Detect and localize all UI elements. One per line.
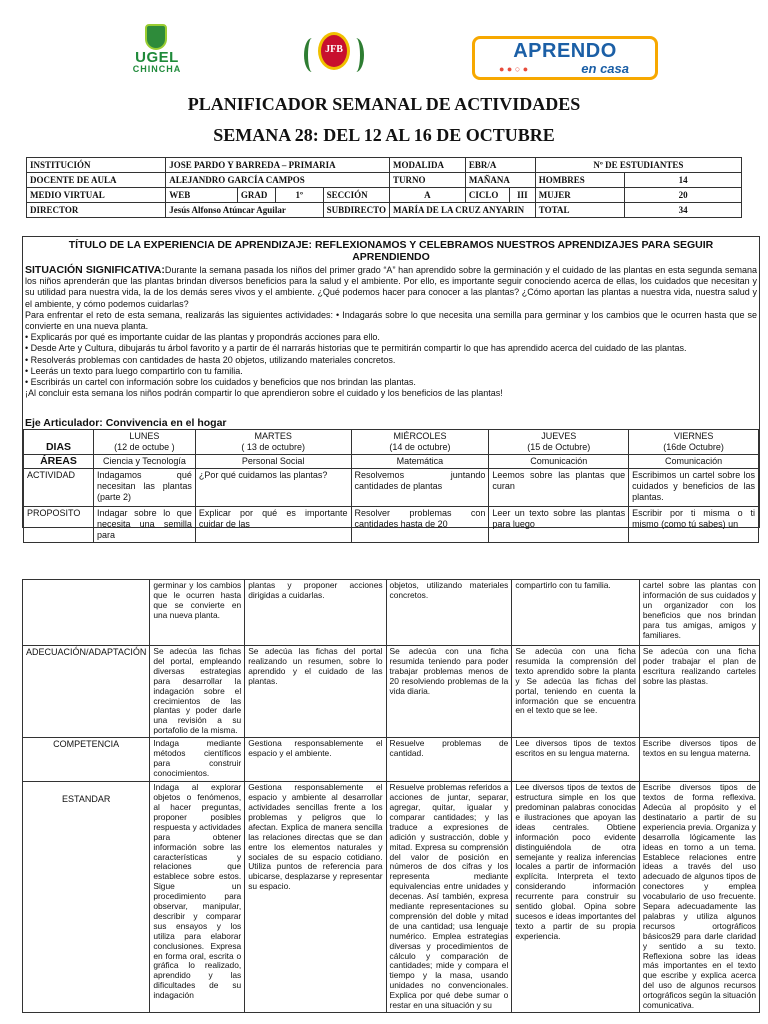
continuation-cell: objetos, utilizando materiales concretos. <box>386 580 512 646</box>
info-label: SUBDIRECTO <box>323 203 389 218</box>
info-label: MODALIDA <box>389 158 465 173</box>
estandar-cell: Gestiona responsablemente el espacio y ambiente al desarrollar actividades sencillas frente a los problemas y peligros que lo afectan. Explica de manera sencilla las relaciones directas que se dan entre los elementos naturales y sociales de su espacio cotidiano. Utiliza puntos de referencia para ubicarse, desplazarse y representar su espacio. <box>245 782 386 1013</box>
day-date: (14 de octubre) <box>389 442 451 452</box>
experience-title: TÍTULO DE LA EXPERIENCIA DE APRENDIZAJE: REFLEXIONAMOS Y CELEBRAMOS NUESTROS APRENDIZAJES PARA SEGUIR APRENDIENDO <box>68 239 714 263</box>
situation-line: • Escribirás un cartel con información sobre los cuidados y beneficios que nos brindan las plantas. <box>25 377 416 388</box>
competencia-label: COMPETENCIA <box>23 738 150 782</box>
info-label: DIRECTOR <box>27 203 166 218</box>
adecuacion-cell: Se adecúa con una ficha poder trabajar el plan de escritura realizando carteles sobre las plastas. <box>639 646 759 738</box>
areas-label: ÁREAS <box>24 455 94 469</box>
competencia-cell: Indaga mediante métodos científicos para construir conocimientos. <box>150 738 245 782</box>
day-name: JUEVES <box>541 431 577 441</box>
estandar-row <box>23 782 760 1013</box>
adecuacion-cell: Se adecúa las fichas del portal realizando un resumen, sobre lo aprendido y el cuidado de las plantas. <box>245 646 386 738</box>
activity-cell: Resolvemos juntando cantidades de plantas <box>351 469 489 507</box>
situation-line: • Leerás un texto para luego compartirlo con tu familia. <box>25 365 243 376</box>
aprendo-logo-text: APRENDO <box>513 40 617 62</box>
situation-line: Para enfrentar el reto de esta semana, realizarás las siguientes actividades: • Indagarás sobre lo que necesita una semilla para germinar y los cambios que le ocurren hasta que se convierte en una nueva planta. <box>25 309 757 332</box>
competencia-cell: Gestiona responsablemente el espacio y el ambiente. <box>245 738 386 782</box>
blank-label <box>23 580 150 646</box>
situation-label: SITUACIÓN SIGNIFICATIVA: <box>25 264 165 276</box>
aprendo-dots-icon: ● ● ○ ● <box>499 64 529 74</box>
day-date: (16de Octubre) <box>663 442 724 452</box>
day-date: (12 de octube ) <box>114 442 175 452</box>
info-value: EBR/A <box>465 158 535 173</box>
info-label: INSTITUCIÓN <box>27 158 166 173</box>
area-cell: Ciencia y Tecnología <box>93 455 195 469</box>
week-title: SEMANA 28: DEL 12 AL 16 DE OCTUBRE <box>213 125 555 145</box>
info-value: Jesús Alfonso Atúncar Aguilar <box>166 203 323 218</box>
situation-intro: Durante la semana pasada los niños del primer grado “A” han aprendido sobre la germinación y el cuidado de las plantas en esta segunda semana los niños aprenderán que las plantas brindan diversos beneficios para la salud y el ambiente. Por ello, es importante seguir conociendo acerca de ellas, los cuidados que necesitan y su utilidad para nuestra vida, la de los demás seres vivos y el ambiente. ¿Qué podemos hacer para conocer a las plantas? ¿Cómo aportan las plantas a nuestra vida, nuestra salud y el ambiente, y cómo podemos cuidarlas? <box>25 265 757 309</box>
situation-line: ¡Al concluir esta semana los niños podrán compartir lo que aprendieron sobre el cuidado y los beneficios de las plantas! <box>25 388 503 399</box>
competencia-cell: Resuelve problemas de cantidad. <box>386 738 512 782</box>
info-row <box>27 188 742 203</box>
adecuacion-cell: Se adecúa las fichas del portal, empleando diversas estrategias para desarrollar la indagación sobre el crecimientos de las plantas y poder darle una revisión a su portafolio de la misma. <box>150 646 245 738</box>
purpose-cell: Indagar sobre lo que necesita una semilla para <box>93 507 195 543</box>
info-table <box>26 157 742 218</box>
situation-line: • Desde Arte y Cultura, dibujarás tu árbol favorito y a partir de él narrarás historias que te permitirán compartir lo que has aprendido acerca del cuidado de las plantas. <box>25 343 687 354</box>
continuation-row <box>23 580 760 646</box>
purpose-cell: Escribir por ti misma o ti mismo (como tú sabes) un <box>629 507 759 543</box>
activity-cell: Leemos sobre las plantas que curan <box>489 469 629 507</box>
info-value: III <box>509 188 535 203</box>
competencies-table <box>22 579 760 1013</box>
info-row <box>27 203 742 218</box>
adecuacion-label: ADECUACIÓN/ADAPTACIÓN <box>23 646 150 738</box>
adecuacion-cell: Se adecúa con una ficha resumida teniendo para poder trabajar problemas menos de 20 resolviendo problemas de la vida diaria. <box>386 646 512 738</box>
experience-box <box>22 236 760 540</box>
estandar-cell: Resuelve problemas referidos a acciones de juntar, separar, agregar, quitar, igualar y comparar cantidades; y las traduce a expresiones de adición y sustracción, doble y mitad. Expresa su comprensión del valor de posición en números de dos cifras y los representa mediante equivalencias entre unidades y decenas. Así también, expresa mediante representaciones su comprensión del doble y mitad de una cantidad; usa lenguaje numérico. Emplea estrategias diversas y procedimientos de cálculo y comparación de cantidades; mide y compara el tiempo y la masa, usando unidades no convencionales. Explica por qué debe sumar o restar en una situación y su <box>386 782 512 1013</box>
area-cell: Comunicación <box>629 455 759 469</box>
info-value: MARÍA DE LA CRUZ ANYARIN <box>389 203 535 218</box>
info-label: MEDIO VIRTUAL <box>27 188 166 203</box>
competencia-cell: Escribe diversos tipos de textos en su lengua materna. <box>639 738 759 782</box>
info-label: TOTAL <box>535 203 625 218</box>
situation-text <box>25 265 757 399</box>
info-label: TURNO <box>389 173 465 188</box>
day-name: MIÉRCOLES <box>393 431 447 441</box>
info-value: 20 <box>625 188 742 203</box>
day-date: ( 13 de octubre) <box>241 442 305 452</box>
info-row <box>27 158 742 173</box>
activity-cell: Indagamos qué necesitan las plantas (parte 2) <box>93 469 195 507</box>
schedule-days-row <box>24 430 759 455</box>
day-header <box>93 430 195 455</box>
schedule-areas-row <box>24 455 759 469</box>
situation-line: • Resolverás problemas con cantidades de hasta 20 objetos, utilizando materiales concretos. <box>25 354 396 365</box>
info-value: WEB <box>166 188 238 203</box>
day-header <box>195 430 351 455</box>
info-row <box>27 173 742 188</box>
ugel-shield-icon <box>145 24 167 50</box>
ugel-logo-subtext: CHINCHA <box>132 64 182 74</box>
day-name: MARTES <box>254 431 292 441</box>
info-label: Nº DE ESTUDIANTES <box>535 158 741 173</box>
eje-articulador: Eje Articulador: Convivencia en el hogar <box>25 417 227 429</box>
activity-cell: Escribimos un cartel sobre los cuidados y beneficios de las plantas. <box>629 469 759 507</box>
area-cell: Comunicación <box>489 455 629 469</box>
estandar-cell: Lee diversos tipos de textos de estructura simple en los que predominan palabras conocidas e ilustraciones que apoyan las ideas centrales. Obtiene información poco evidente distinguiéndola de otra semejante y realiza inferencias locales a partir de información explícita. Interpreta el texto considerando información recurrente para construir su sentido global. Opina sobre sucesos e ideas importantes del texto a partir de su propia experiencia. <box>512 782 640 1013</box>
info-value: 14 <box>625 173 742 188</box>
day-name: VIERNES <box>673 431 714 441</box>
info-value: ALEJANDRO GARCÍA CAMPOS <box>166 173 390 188</box>
actividad-label: ACTIVIDAD <box>24 469 94 507</box>
estandar-label: ESTANDAR <box>23 782 150 1013</box>
info-value: 34 <box>625 203 742 218</box>
info-label: SECCIÓN <box>323 188 389 203</box>
continuation-cell: cartel sobre las plantas con información de sus cuidados y un organizador con los beneficios que nos brindan para tus amigas, amigos y familiares. <box>639 580 759 646</box>
school-crest-logo <box>302 28 366 78</box>
purpose-cell: Resolver problemas con cantidades hasta de 20 <box>351 507 489 543</box>
info-value: 1º <box>275 188 323 203</box>
area-cell: Matemática <box>351 455 489 469</box>
day-header <box>629 430 759 455</box>
info-label: DOCENTE DE AULA <box>27 173 166 188</box>
info-label: CICLO <box>465 188 509 203</box>
situation-line: • Explicarás por qué es importante cuidar de las plantas y propondrás acciones para ello. <box>25 332 380 343</box>
proposito-label: PROPOSITO <box>24 507 94 543</box>
schedule-activity-row <box>24 469 759 507</box>
day-header <box>351 430 489 455</box>
day-header <box>489 430 629 455</box>
dias-label: DIAS <box>24 430 94 455</box>
info-label: HOMBRES <box>535 173 625 188</box>
purpose-cell: Explicar por qué es importante cuidar de las <box>195 507 351 543</box>
estandar-cell: Indaga al explorar objetos o fenómenos, al hacer preguntas, proponer posibles respuesta y actividades para obtener información sobre las características y relaciones que establece sobre estos. Sigue un procedimiento para observar, manipular, describir y comparar sus ensayos y los utiliza para elaborar conclusiones. Expresa en forma oral, escrita o gráfica lo realizado, aprendido y las dificultades de su indagación <box>150 782 245 1013</box>
ugel-logo-text: UGEL <box>135 49 179 66</box>
day-date: (15 de Octubre) <box>527 442 591 452</box>
day-name: LUNES <box>129 431 160 441</box>
continuation-cell: compartirlo con tu familia. <box>512 580 640 646</box>
info-value: A <box>389 188 465 203</box>
purpose-cell: Leer un texto sobre las plantas para luego <box>489 507 629 543</box>
crest-text: JFB <box>325 44 343 55</box>
activity-cell: ¿Por qué cuidamos las plantas? <box>195 469 351 507</box>
continuation-cell: germinar y los cambios que le ocurren hasta que se convierte en una nueva planta. <box>150 580 245 646</box>
info-label: GRAD <box>237 188 275 203</box>
info-value: JOSE PARDO Y BARREDA – PRIMARIA <box>166 158 390 173</box>
estandar-cell: Escribe diversos tipos de textos de forma reflexiva. Adecúa al propósito y el destinatario a partir de su experiencia previa. Organiza y desarrolla lógicamente las ideas en torno a un tema. Establece relaciones entre ideas a través del uso adecuado de algunos tipos de conectores y emplea vocabulario de uso frecuente. Separa adecuadamente las palabras y utiliza algunos recursos ortográficos básicos29 para darle claridad y sentido a su texto. Reflexiona sobre las ideas más importantes en el texto que escribe y explica acerca del uso de algunos recursos ortográficos según la situación comunicativa. <box>639 782 759 1013</box>
area-cell: Personal Social <box>195 455 351 469</box>
continuation-cell: plantas y proponer acciones dirigidas a cuidarlas. <box>245 580 386 646</box>
aprendo-logo-subtext: en casa <box>581 61 629 76</box>
page-title: PLANIFICADOR SEMANAL DE ACTIVIDADES <box>187 94 581 114</box>
schedule-purpose-row <box>24 507 759 543</box>
schedule-table <box>23 429 759 543</box>
info-value: MAÑANA <box>465 173 535 188</box>
competencia-cell: Lee diversos tipos de textos escritos en su lengua materna. <box>512 738 640 782</box>
competencia-row <box>23 738 760 782</box>
laurel-right-icon <box>348 38 364 72</box>
adecuacion-cell: Se adecúa con una ficha resumida la comprensión del texto aprendido sobre la planta y Se adecúa las fichas del portal, teniendo en cuenta la información que se encuentra en el texto que se lee. <box>512 646 640 738</box>
aprendo-en-casa-logo <box>472 36 658 80</box>
info-label: MUJER <box>535 188 625 203</box>
adecuacion-row <box>23 646 760 738</box>
